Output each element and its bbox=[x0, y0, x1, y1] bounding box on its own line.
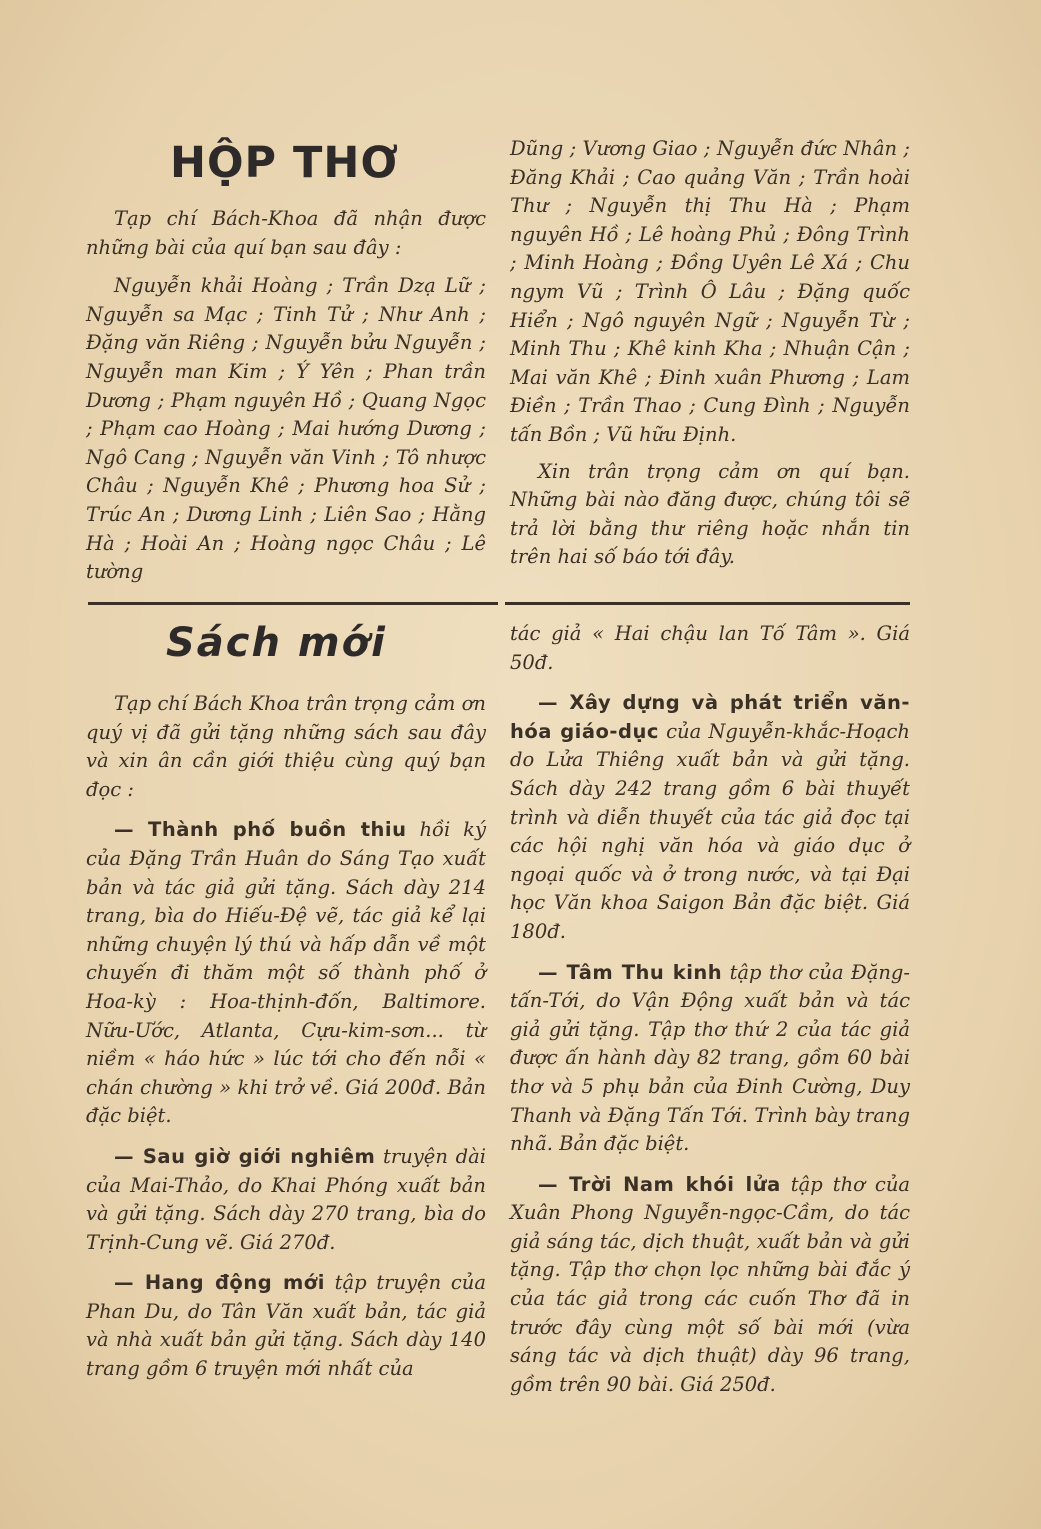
book-entry bbox=[510, 689, 910, 946]
hop-tho-closing: Xin trân trọng cảm ơn quí bạn. Những bài nào đăng được, chúng tôi sẽ trả lời bằng thư riêng hoặc nhắn tin trên hai số báo tới đây. bbox=[510, 459, 910, 569]
section-divider-left bbox=[88, 602, 498, 605]
book-entry-continued: tác giả « Hai chậu lan Tố Tâm ». Giá 50đ. bbox=[510, 622, 910, 674]
book-title: — Xây dựng và phát triển văn-hóa giáo-dục bbox=[510, 691, 910, 743]
book-description: của Nguyễn-khắc-Hoạch do Lửa Thiêng xuất bản và gửi tặng. Sách dày 242 trang gồm 6 bài thuyết trình và diễn thuyết của tác giả đọc tại các hội nghị văn hóa và giáo dục ở ngoại quốc và ở trong nước, và tại Đại học Văn khoa Saigon Bản đặc biệt. Giá 180đ. bbox=[510, 719, 910, 943]
sach-moi-intro: Tạp chí Bách Khoa trân trọng cảm ơn quý vị đã gửi tặng những sách sau đây và xin ân cần giới thiệu cùng quý bạn đọc : bbox=[86, 692, 486, 801]
book-title: — Sau giờ giới nghiêm bbox=[114, 1144, 376, 1168]
book-title: — Hang động mới bbox=[114, 1271, 325, 1295]
sach-moi-title: Sách mới bbox=[166, 620, 387, 666]
book-title: — Thành phố buồn thiu bbox=[114, 818, 407, 842]
hop-tho-title: HỘP THƠ bbox=[170, 138, 399, 188]
book-entry bbox=[86, 1269, 486, 1383]
hop-tho-names-left: Nguyễn khải Hoàng ; Trần Dzạ Lữ ; Nguyễn sa Mạc ; Tinh Tử ; Như Anh ; Đặng văn Riêng ; Nguyễn bửu Nguyễn ; Nguyễn man Kim ; Ý Yên ; Phan trần Dương ; Phạm nguyên Hồ ; Quang Ngọc ; Phạm cao Hoàng ; Mai hướng Dương ; Ngô Cang ; Nguyễn văn Vinh ; Tô nhược Châu ; Nguyễn Khê ; Phương hoa Sử ; Trúc An ; Dương Linh ; Liên Sao ; Hằng Hà ; Hoài An ; Hoàng ngọc Châu ; Lê tường bbox=[86, 274, 486, 584]
book-entry bbox=[510, 1171, 910, 1400]
book-title: — Trời Nam khói lửa bbox=[538, 1172, 781, 1196]
hop-tho-right-column bbox=[510, 135, 910, 572]
book-description: tập truyện của Phan Du, do Tân Văn xuất bản, tác giả và nhà xuất bản gửi tặng. Sách dày 140 trang gồm 6 truyện mới nhất của bbox=[86, 1271, 486, 1381]
book-entry bbox=[510, 959, 910, 1159]
hop-tho-intro: Tạp chí Bách-Khoa đã nhận được những bài của quí bạn sau đây : bbox=[86, 207, 486, 259]
book-title: — Tâm Thu kinh bbox=[538, 960, 723, 984]
book-entry bbox=[86, 1143, 486, 1257]
sach-moi-right-column bbox=[510, 620, 910, 1399]
section-divider-right bbox=[505, 602, 910, 605]
book-description: truyện dài của Mai-Thảo, do Khai Phóng xuất bản và gửi tặng. Sách dày 270 trang, bìa do Trịnh-Cung vẽ. Giá 270đ. bbox=[86, 1144, 486, 1254]
book-entry bbox=[86, 816, 486, 1131]
hop-tho-left-column bbox=[86, 205, 486, 587]
book-description: hồi ký của Đặng Trần Huân do Sáng Tạo xuất bản và tác giả gửi tặng. Sách dày 214 trang, bìa do Hiếu-Đệ vẽ, tác giả kể lại những chuyện lý thú và hấp dẫn về một chuyến đi thăm một số thành phố ở Hoa-kỳ : Hoa-thịnh-đốn, Baltimore. Nữu-Ước, Atlanta, Cựu-kim-sơn... từ niềm « háo hức » lúc tới cho đến nỗi « chán chường » khi trở về. Giá 200đ. Bản đặc biệt. bbox=[86, 818, 486, 1128]
sach-moi-left-column bbox=[86, 690, 486, 1384]
book-description: tập thơ của Xuân Phong Nguyễn-ngọc-Cầm, do tác giả sáng tác, dịch thuật, xuất bản và gửi tặng. Tập thơ chọn lọc những bài đắc ý của tác giả trong các cuốn Thơ đã in trước đây cùng một số bài mới (vừa sáng tác và dịch thuật) dày 96 trang, gồm trên 90 bài. Giá 250đ. bbox=[510, 1172, 911, 1396]
hop-tho-names-right: Dũng ; Vương Giao ; Nguyễn đức Nhân ; Đăng Khải ; Cao quảng Văn ; Trần hoài Thư ; Nguyễn thị Thu Hà ; Phạm nguyên Hồ ; Lê hoàng Phủ ; Đông Trình ; Minh Hoàng ; Đồng Uyên Lê Xá ; Chu ngym Vũ ; Trình Ô Lâu ; Đặng quốc Hiển ; Ngô nguyên Ngữ ; Nguyễn Từ ; Minh Thu ; Khê kinh Kha ; Nhuận Cận ; Mai văn Khê ; Đinh xuân Phương ; Lam Điền ; Trần Thao ; Cung Đình ; Nguyễn tấn Bồn ; Vũ hữu Định. bbox=[510, 137, 910, 446]
book-description: tập thơ của Đặng-tấn-Tới, do Vận Động xuất bản và tác giả gửi tặng. Tập thơ thứ 2 của tác giả được ấn hành dày 82 trang, gồm 60 bài thơ và 5 phụ bản của Đinh Cường, Duy Thanh và Đặng Tấn Tới. Trình bày trang nhã. Bản đặc biệt. bbox=[510, 960, 910, 1156]
